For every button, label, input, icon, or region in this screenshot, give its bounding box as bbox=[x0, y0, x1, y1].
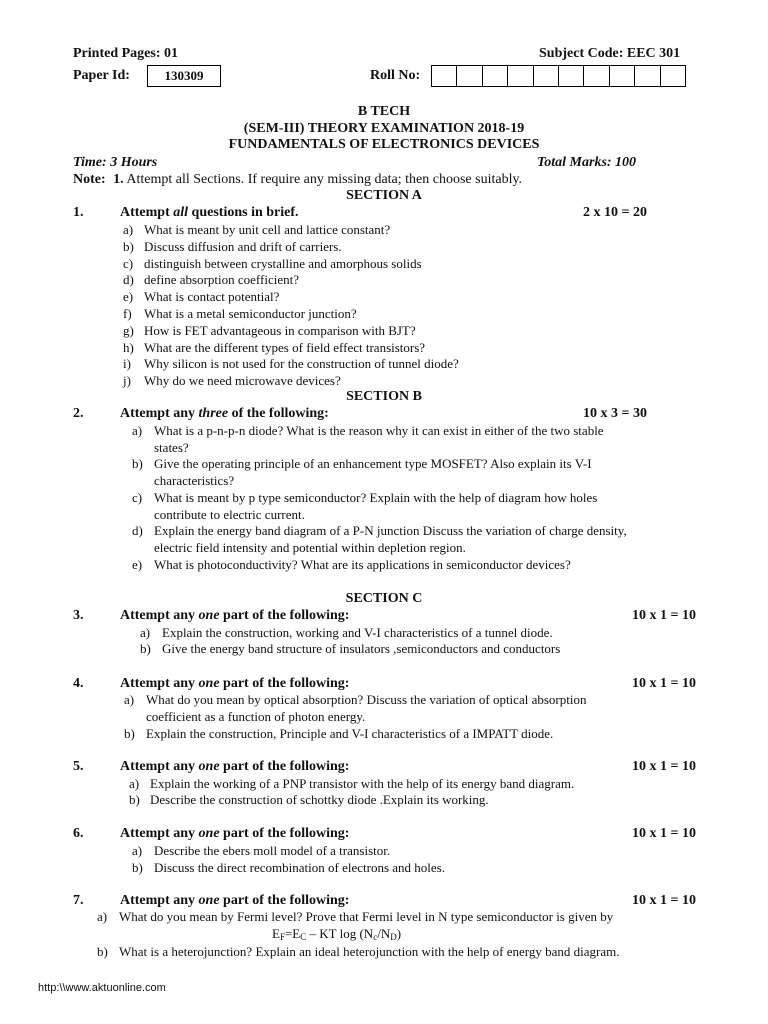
q3-heading bbox=[120, 608, 349, 624]
q7-heading-post: part of the following: bbox=[219, 893, 350, 908]
q6-heading-em: one bbox=[198, 826, 220, 841]
q1-item-text: How is FET advantageous in comparison with BJT? bbox=[144, 322, 416, 338]
q6-item-label: b) bbox=[132, 860, 143, 875]
paper-id-box: 130309 bbox=[147, 65, 221, 87]
q3-heading-em: one bbox=[198, 608, 220, 623]
note-text: Attempt all Sections. If require any missing data; then choose suitably. bbox=[126, 172, 523, 187]
q1-item-label: e) bbox=[123, 289, 134, 305]
q6-number: 6. bbox=[73, 826, 84, 841]
q1-item-label: j) bbox=[123, 373, 131, 389]
q2-item-line1: Explain the energy band diagram of a P-N junction Discuss the variation of charge density, bbox=[154, 523, 627, 538]
q1-heading bbox=[120, 205, 299, 221]
q4-heading-pre: Attempt any bbox=[120, 676, 199, 691]
q5-heading-pre: Attempt any bbox=[120, 759, 199, 774]
q1-item-label: g) bbox=[123, 322, 134, 338]
q7-heading-pre: Attempt any bbox=[120, 893, 199, 908]
roll-no-cell[interactable] bbox=[431, 65, 457, 87]
q2-number: 2. bbox=[73, 406, 84, 421]
formula-eq: =E bbox=[284, 926, 301, 941]
title-exam: (SEM-III) THEORY EXAMINATION 2018-19 bbox=[243, 121, 525, 136]
q2-item-line1: What is photoconductivity? What are its applications in semiconductor devices? bbox=[154, 557, 571, 572]
q1-item-label: a) bbox=[123, 222, 134, 237]
q1-item-label: c) bbox=[123, 255, 134, 271]
q2-item-line1: Give the operating principle of an enhancement type MOSFET? Also explain its V-I bbox=[154, 456, 592, 471]
q4-item-label: a) bbox=[124, 692, 135, 707]
q2-item-label: a) bbox=[132, 423, 143, 438]
roll-no-cell[interactable] bbox=[482, 65, 508, 87]
q6-item-label: a) bbox=[132, 843, 143, 858]
q1-heading-em: all bbox=[173, 205, 189, 220]
note-label: Note: bbox=[73, 172, 106, 187]
q4-heading-em: one bbox=[198, 676, 220, 691]
q3-item-text: Explain the construction, working and V-I characteristics of a tunnel diode. bbox=[162, 625, 553, 640]
footer-url[interactable]: http:\\www.aktuonline.com bbox=[38, 982, 166, 994]
q1-item-label: d) bbox=[123, 272, 134, 288]
roll-no-cell[interactable] bbox=[533, 65, 559, 87]
paper-id-label: Paper Id: bbox=[73, 68, 130, 83]
q3-marks: 10 x 1 = 10 bbox=[632, 608, 696, 623]
section-c-heading: SECTION C bbox=[345, 591, 423, 606]
subject-code: Subject Code: EEC 301 bbox=[539, 46, 681, 61]
formula-e: E bbox=[272, 926, 280, 941]
q2-heading-em: three bbox=[198, 406, 229, 421]
q5-heading bbox=[120, 759, 349, 775]
q2-item-label: c) bbox=[132, 490, 143, 505]
roll-no-cell[interactable] bbox=[660, 65, 686, 87]
note-number: 1. bbox=[113, 172, 124, 187]
formula-sub-c: C bbox=[300, 932, 307, 942]
q6-heading bbox=[120, 826, 349, 842]
time-allowed: Time: 3 Hours bbox=[73, 155, 158, 170]
q1-item-text: Discuss diffusion and drift of carriers. bbox=[144, 238, 342, 254]
q1-item-text: define absorption coefficient? bbox=[144, 272, 299, 288]
q1-heading-post: questions in brief. bbox=[188, 205, 299, 220]
q4-marks: 10 x 1 = 10 bbox=[632, 676, 696, 691]
q2-item-line2: states? bbox=[154, 439, 189, 455]
q2-heading bbox=[120, 406, 329, 422]
total-marks: Total Marks: 100 bbox=[537, 155, 637, 170]
q2-item-label: e) bbox=[132, 557, 143, 572]
q7-item-label: a) bbox=[97, 909, 108, 924]
roll-no-cell[interactable] bbox=[583, 65, 609, 87]
q1-item-text: distinguish between crystalline and amorphous solids bbox=[144, 255, 422, 271]
q7-number: 7. bbox=[73, 893, 84, 908]
roll-no-cell[interactable] bbox=[634, 65, 660, 87]
title-subject: FUNDAMENTALS OF ELECTRONICS DEVICES bbox=[228, 137, 540, 152]
q5-number: 5. bbox=[73, 759, 84, 774]
formula-sub-f: F bbox=[279, 932, 285, 942]
q1-item-label: b) bbox=[123, 238, 134, 254]
roll-no-label: Roll No: bbox=[370, 68, 421, 83]
q3-item-text: Give the energy band structure of insulators ,semiconductors and conductors bbox=[162, 641, 561, 656]
q1-item-text: Why do we need microwave devices? bbox=[144, 373, 341, 389]
roll-no-cell[interactable] bbox=[558, 65, 584, 87]
q4-item-line2: coefficient as a function of photon energy. bbox=[146, 708, 366, 724]
q1-marks: 2 x 10 = 20 bbox=[583, 205, 647, 220]
q7-item-label: b) bbox=[97, 944, 108, 959]
q6-item-text: Discuss the direct recombination of electrons and holes. bbox=[154, 860, 445, 875]
section-b-heading: SECTION B bbox=[346, 389, 422, 404]
q7-heading-em: one bbox=[198, 893, 220, 908]
q2-marks: 10 x 3 = 30 bbox=[583, 406, 647, 421]
q4-number: 4. bbox=[73, 676, 84, 691]
q2-item-label: d) bbox=[132, 523, 143, 538]
roll-no-grid[interactable] bbox=[431, 65, 686, 87]
q1-item-text: What is a metal semiconductor junction? bbox=[144, 306, 357, 321]
formula-sub-d: D bbox=[390, 932, 397, 942]
q1-item-label: h) bbox=[123, 339, 134, 355]
q1-number: 1. bbox=[73, 205, 84, 220]
q4-item-line1: Explain the construction, Principle and V-I characteristics of a IMPATT diode. bbox=[146, 726, 554, 741]
note bbox=[73, 172, 522, 188]
q3-item-label: b) bbox=[140, 641, 151, 656]
formula-slash: /N bbox=[377, 926, 391, 941]
formula-mid: – KT log (N bbox=[306, 926, 374, 941]
q5-item-label: b) bbox=[129, 792, 140, 807]
q6-item-text: Describe the ebers moll model of a transistor. bbox=[154, 843, 391, 858]
q2-item-line1: What is meant by p type semiconductor? Explain with the help of diagram how holes bbox=[154, 490, 598, 505]
q7-heading bbox=[120, 893, 349, 909]
q5-heading-post: part of the following: bbox=[219, 759, 350, 774]
q7-item-text: What is a heterojunction? Explain an ideal heterojunction with the help of energy band diagram. bbox=[119, 944, 620, 959]
q4-heading bbox=[120, 676, 349, 692]
fermi-level-formula bbox=[272, 926, 401, 942]
q2-item-line2: electric field intensity and potential within depletion region. bbox=[154, 539, 466, 555]
q1-item-text: What is meant by unit cell and lattice constant? bbox=[144, 222, 391, 237]
formula-sub-nc: c bbox=[373, 932, 378, 942]
q1-item-label: f) bbox=[123, 306, 132, 321]
q1-item-text: What are the different types of field effect transistors? bbox=[144, 339, 426, 355]
roll-no-cell[interactable] bbox=[456, 65, 482, 87]
q1-item-label: i) bbox=[123, 356, 131, 372]
q5-heading-em: one bbox=[198, 759, 220, 774]
q7-item-text: What do you mean by Fermi level? Prove that Fermi level in N type semiconductor is given by bbox=[119, 909, 614, 924]
q1-heading-pre: Attempt bbox=[120, 205, 174, 220]
printed-pages: Printed Pages: 01 bbox=[73, 46, 178, 61]
q1-item-text: Why silicon is not used for the construction of tunnel diode? bbox=[144, 356, 459, 372]
q2-item-label: b) bbox=[132, 456, 143, 471]
q1-item-text: What is contact potential? bbox=[144, 289, 280, 305]
section-a-heading: SECTION A bbox=[346, 188, 422, 203]
q2-heading-pre: Attempt any bbox=[120, 406, 199, 421]
q6-heading-pre: Attempt any bbox=[120, 826, 199, 841]
q5-marks: 10 x 1 = 10 bbox=[632, 759, 696, 774]
q5-item-label: a) bbox=[129, 776, 140, 791]
q5-item-text: Explain the working of a PNP transistor with the help of its energy band diagram. bbox=[150, 776, 575, 791]
roll-no-cell[interactable] bbox=[609, 65, 635, 87]
q4-item-label: b) bbox=[124, 726, 135, 741]
q2-heading-post: of the following: bbox=[228, 406, 329, 421]
q2-item-line2: characteristics? bbox=[154, 472, 235, 488]
q3-heading-post: part of the following: bbox=[219, 608, 350, 623]
q3-item-label: a) bbox=[140, 625, 151, 640]
formula-close: ) bbox=[396, 926, 402, 941]
q4-heading-post: part of the following: bbox=[219, 676, 350, 691]
q2-item-line1: What is a p-n-p-n diode? What is the reason why it can exist in either of the two stable bbox=[154, 423, 604, 438]
title-degree: B TECH bbox=[357, 104, 411, 119]
q3-number: 3. bbox=[73, 608, 84, 623]
q2-item-line2: contribute to electric current. bbox=[154, 506, 305, 522]
q7-marks: 10 x 1 = 10 bbox=[632, 893, 696, 908]
q5-item-text: Describe the construction of schottky diode .Explain its working. bbox=[150, 792, 489, 807]
q6-marks: 10 x 1 = 10 bbox=[632, 826, 696, 841]
roll-no-cell[interactable] bbox=[507, 65, 533, 87]
q3-heading-pre: Attempt any bbox=[120, 608, 199, 623]
q4-item-line1: What do you mean by optical absorption? Discuss the variation of optical absorption bbox=[146, 692, 587, 707]
q6-heading-post: part of the following: bbox=[219, 826, 350, 841]
